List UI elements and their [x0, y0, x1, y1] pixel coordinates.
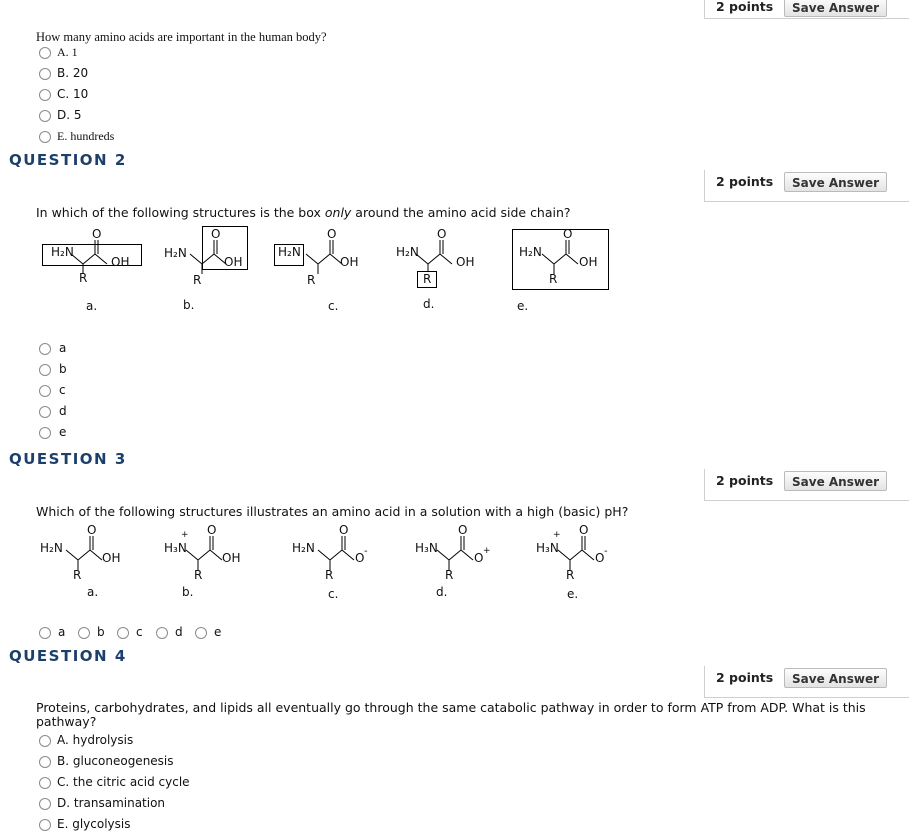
side-chain-label: R	[423, 272, 432, 286]
side-chain-label: R	[193, 273, 202, 287]
header-divider	[704, 666, 705, 698]
structure-label: a.	[86, 299, 98, 313]
q2-option-b: b	[59, 362, 67, 376]
oxygen-label: O	[207, 523, 217, 537]
structure-b	[160, 226, 270, 288]
structure-label: a.	[87, 585, 99, 599]
save-answer-button[interactable]: Save Answer	[784, 0, 887, 17]
side-chain-label: R	[445, 568, 454, 582]
hydroxyl-label: OH	[456, 255, 475, 269]
side-chain-label: R	[79, 271, 88, 285]
structure-label: b.	[182, 585, 194, 599]
q1-option-b: B. 20	[57, 66, 89, 80]
structure-e	[512, 226, 622, 290]
q4-radio-b[interactable]	[39, 756, 51, 768]
structure-c	[292, 524, 392, 584]
oxide-label: O	[355, 551, 365, 565]
q2-option-c: c	[59, 383, 66, 397]
points-label: 2 points	[716, 670, 774, 685]
q3-option-e: e	[214, 625, 222, 639]
structure-a	[41, 226, 151, 286]
question-3-text: Which of the following structures illustrates an amino acid in a solution with a high (basic) pH?	[36, 504, 629, 519]
question-2-text	[36, 205, 571, 220]
amine-label: H₂N	[51, 245, 74, 259]
structure-label: c.	[328, 299, 339, 313]
points-label: 2 points	[716, 0, 774, 14]
plus-charge: +	[181, 530, 189, 540]
oxygen-label: O	[87, 523, 97, 537]
side-chain-label: R	[549, 272, 558, 286]
hydroxyl-label: OH	[102, 551, 121, 565]
side-chain-label: R	[194, 568, 203, 582]
structure-label: d.	[423, 297, 435, 311]
header-divider	[704, 18, 909, 19]
q4-option-c: C. the citric acid cycle	[57, 775, 190, 789]
plus-charge: +	[553, 530, 561, 540]
structure-c	[272, 226, 382, 288]
oxide-label: O	[595, 551, 605, 565]
oxygen-label: O	[211, 227, 221, 241]
side-chain-label: R	[566, 568, 575, 582]
oxygen-label: O	[437, 227, 447, 241]
q3-radio-b[interactable]	[78, 627, 90, 639]
oxygen-label: O	[579, 523, 589, 537]
q4-option-a: A. hydrolysis	[57, 733, 134, 747]
question-1-text: How many amino acids are important in the human body?	[36, 30, 327, 44]
save-answer-button[interactable]: Save Answer	[784, 172, 887, 192]
amine-label: H₂N	[278, 245, 301, 259]
q3-option-c: c	[136, 625, 143, 639]
side-chain-label: R	[325, 568, 334, 582]
structure-a	[40, 524, 140, 584]
structure-d	[415, 524, 515, 584]
oxygen-label: O	[458, 523, 468, 537]
hydroxyl-label: OH	[222, 551, 241, 565]
question-3-title: QUESTION 3	[9, 450, 127, 468]
amine-label: H₂N	[40, 541, 63, 555]
q3-option-a: a	[58, 625, 66, 639]
q1-radio-c[interactable]	[39, 89, 51, 101]
oxygen-label: O	[339, 523, 349, 537]
header-divider	[704, 170, 705, 202]
q2-radio-b[interactable]	[39, 364, 51, 376]
oxide-label: O	[474, 551, 484, 565]
hydroxyl-label: OH	[111, 255, 130, 269]
q2-radio-e[interactable]	[39, 427, 51, 439]
points-label: 2 points	[716, 473, 774, 488]
hydroxyl-label: OH	[579, 255, 598, 269]
structure-e	[536, 524, 636, 584]
q4-radio-a[interactable]	[39, 735, 51, 747]
header-divider	[704, 469, 705, 501]
header-divider	[704, 697, 909, 698]
q3-radio-a[interactable]	[39, 627, 51, 639]
hydroxyl-label: OH	[224, 255, 243, 269]
header-divider	[704, 0, 705, 18]
oxygen-label: O	[563, 227, 573, 241]
q1-radio-d[interactable]	[39, 110, 51, 122]
question-2-title: QUESTION 2	[9, 151, 127, 169]
amine-label: H₂N	[292, 541, 315, 555]
q1-radio-b[interactable]	[39, 68, 51, 80]
structure-b	[164, 524, 264, 584]
structure-label: d.	[436, 585, 448, 599]
question-4-text: Proteins, carbohydrates, and lipids all eventually go through the same catabolic pathway in order to form ATP from ADP. What is this pathway?	[36, 700, 866, 729]
q4-radio-e[interactable]	[39, 819, 51, 831]
points-label: 2 points	[716, 174, 774, 189]
side-chain-label: R	[73, 568, 82, 582]
text-part: In which of the following structures is the box	[36, 205, 325, 220]
q4-option-e: E. glycolysis	[57, 817, 131, 831]
q4-radio-d[interactable]	[39, 798, 51, 810]
text-emphasis: only	[324, 205, 352, 220]
header-divider	[704, 500, 909, 501]
q2-option-e: e	[59, 425, 67, 439]
header-divider	[704, 201, 909, 202]
q2-radio-c[interactable]	[39, 385, 51, 397]
oxygen-label: O	[92, 227, 102, 241]
amine-charged-label: H₃N	[164, 541, 187, 555]
q2-radio-d[interactable]	[39, 406, 51, 418]
q1-option-e: E. hundreds	[57, 129, 115, 143]
structure-d	[394, 226, 504, 288]
plus-charge: +	[483, 546, 491, 556]
q3-radio-e[interactable]	[195, 627, 207, 639]
text-part: around the amino acid side chain?	[351, 205, 571, 220]
q2-option-a: a	[59, 341, 67, 355]
q2-option-d: d	[59, 404, 67, 418]
amine-label: H₂N	[164, 246, 187, 260]
q3-option-b: b	[97, 625, 105, 639]
q1-option-c: C. 10	[57, 87, 89, 101]
amine-label: H₂N	[396, 245, 419, 259]
q1-radio-a[interactable]	[39, 47, 51, 59]
amine-charged-label: H₃N	[415, 541, 438, 555]
q3-option-d: d	[175, 625, 183, 639]
q4-option-d: D. transamination	[57, 796, 166, 810]
q3-radio-c[interactable]	[117, 627, 129, 639]
save-answer-button[interactable]: Save Answer	[784, 668, 887, 688]
structure-label: c.	[328, 587, 339, 601]
minus-charge: -	[604, 546, 608, 557]
structure-label: e.	[567, 587, 579, 601]
save-answer-button[interactable]: Save Answer	[784, 471, 887, 491]
amine-charged-label: H₃N	[536, 541, 559, 555]
minus-charge: -	[364, 546, 368, 557]
q1-option-a: A. 1	[57, 45, 78, 59]
q1-radio-e[interactable]	[39, 131, 51, 143]
q1-option-d: D. 5	[57, 108, 82, 122]
structure-label: b.	[183, 298, 195, 312]
q3-radio-d[interactable]	[156, 627, 168, 639]
amine-label: H₂N	[519, 245, 542, 259]
q2-radio-a[interactable]	[39, 343, 51, 355]
question-4-title: QUESTION 4	[9, 647, 127, 665]
q4-radio-c[interactable]	[39, 777, 51, 789]
oxygen-label: O	[327, 227, 337, 241]
structure-label: e.	[517, 299, 529, 313]
q4-option-b: B. gluconeogenesis	[57, 754, 174, 768]
side-chain-label: R	[307, 273, 316, 287]
hydroxyl-label: OH	[340, 255, 359, 269]
